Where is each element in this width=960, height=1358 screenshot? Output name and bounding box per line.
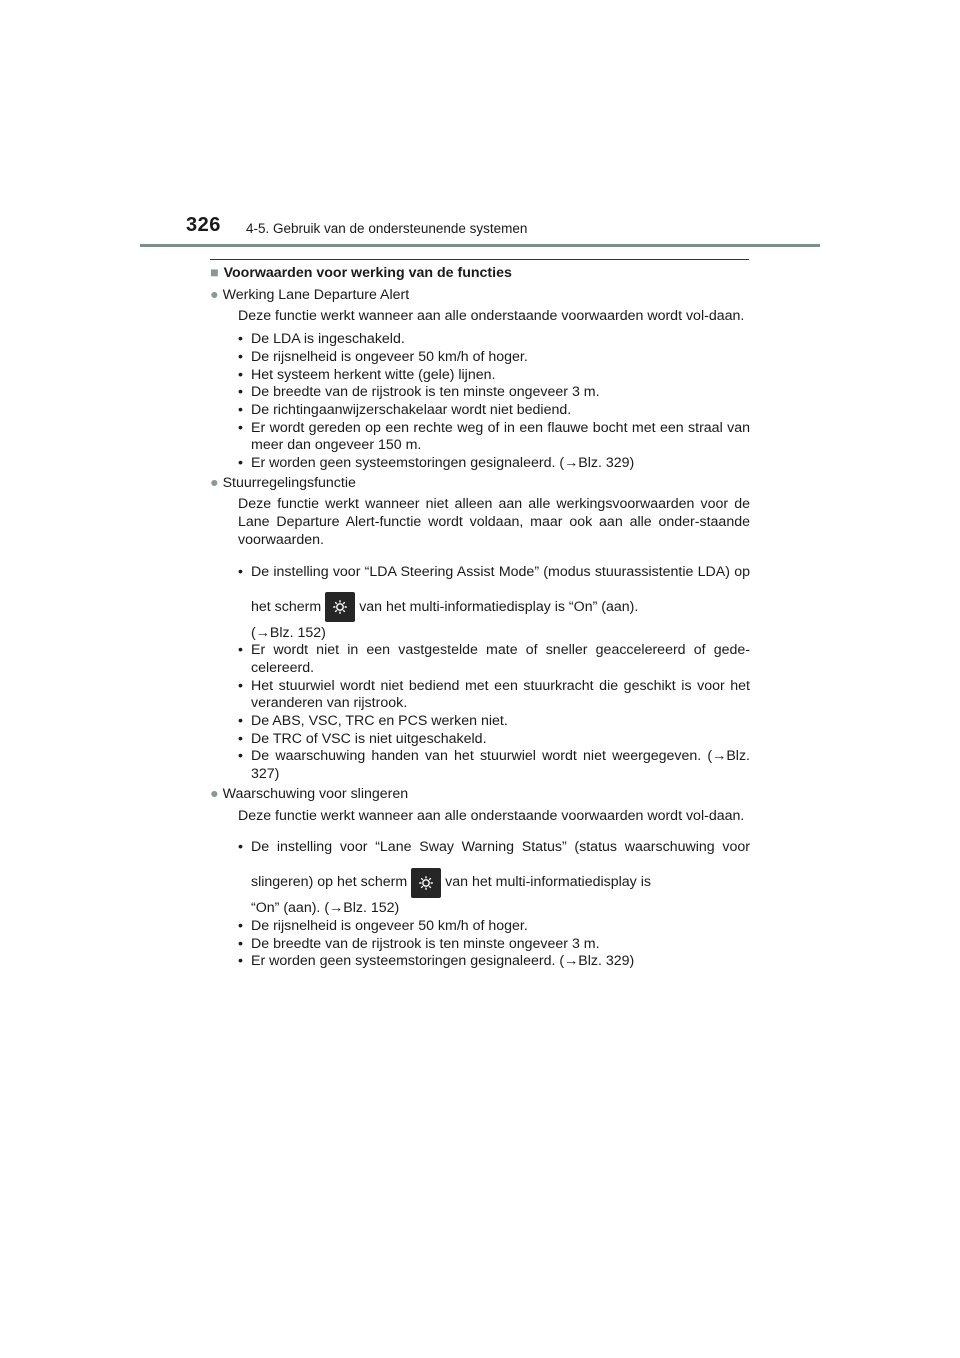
lda-intro: Deze functie werkt wanneer aan alle onderstaande voorwaarden wordt vol-daan. (238, 308, 745, 325)
sway-intro: Deze functie werkt wanneer aan alle onderstaande voorwaarden wordt vol-daan. (238, 807, 745, 824)
lda-title (210, 287, 750, 305)
sway-setting-ref: “On” (aan). (→Blz. 152) (251, 900, 400, 917)
chapter-title: 4-5. Gebruik van de ondersteunende systemen (246, 221, 528, 236)
list-item: • De TRC of VSC is niet uitgeschakeld. (238, 731, 750, 749)
round-bullet-icon: ● (210, 474, 219, 491)
list-item (238, 555, 750, 643)
round-bullet-icon: ● (210, 286, 219, 303)
list-item: • Er wordt niet in een vastgestelde mate of sneller geaccelereerd of gede-celereerd. (238, 642, 750, 677)
list-item: • De waarschuwing handen van het stuurwiel wordt niet weergegeven. (→Blz. 327) (238, 748, 750, 783)
steering-setting-after: van het multi-informatiedisplay is “On” (aan). (359, 598, 639, 615)
sway-list (210, 830, 750, 971)
page-number: 326 (186, 214, 221, 236)
list-item (238, 830, 750, 918)
list-item: • De breedte van de rijstrook is ten minste ongeveer 3 m. (238, 936, 750, 954)
round-bullet-icon: ● (210, 785, 219, 802)
list-item: • De rijsnelheid is ongeveer 50 km/h of hoger. (238, 349, 750, 367)
steering-list (210, 555, 750, 784)
sway-title (210, 786, 750, 804)
gear-icon (418, 875, 434, 891)
steering-title-text: Stuurregelingsfunctie (222, 474, 356, 491)
lda-title-text: Werking Lane Departure Alert (222, 286, 410, 303)
section-rule (210, 259, 749, 260)
settings-screen-icon (411, 868, 441, 898)
list-item: • De breedte van de rijstrook is ten minste ongeveer 3 m. (238, 384, 750, 402)
list-item: • Er worden geen systeemstoringen gesignaleerd. (→Blz. 329) (238, 953, 750, 971)
sway-title-text: Waarschuwing voor slingeren (222, 785, 409, 802)
header-rule (140, 244, 820, 247)
list-item: • De richtingaanwijzerschakelaar wordt niet bediend. (238, 402, 750, 420)
square-bullet-icon: ■ (210, 265, 219, 281)
steering-title (210, 475, 750, 493)
section-heading (210, 265, 750, 283)
settings-screen-icon (325, 592, 355, 622)
list-item: • De ABS, VSC, TRC en PCS werken niet. (238, 713, 750, 731)
list-item: • Het systeem herkent witte (gele) lijnen. (238, 367, 750, 385)
list-item: • De rijsnelheid is ongeveer 50 km/h of hoger. (238, 918, 750, 936)
steering-intro: Deze functie werkt wanneer niet alleen aan alle werkingsvoorwaarden voor de Lane Departure Alert-functie wordt voldaan, maar ook aan alle onder-staande voorwaarden. (238, 496, 750, 548)
sway-setting-before: De instelling voor “Lane Sway Warning Status” (status waarschuwing voor slingeren) op het scherm (251, 839, 750, 891)
section-heading-text: Voorwaarden voor werking van de functies (223, 265, 512, 281)
list-item: • De LDA is ingeschakeld. (238, 331, 750, 349)
content (210, 265, 750, 973)
sway-setting-after: van het multi-informatiedisplay is (445, 874, 651, 891)
steering-setting-before: De instelling voor “LDA Steering Assist Mode” (modus stuurassistentie LDA) op het scherm (251, 563, 750, 615)
gear-icon (332, 599, 348, 615)
list-item: • Er worden geen systeemstoringen gesignaleerd. (→Blz. 329) (238, 455, 750, 473)
list-item: • Het stuurwiel wordt niet bediend met een stuurkracht die geschikt is voor het veranderen van rijstrook. (238, 678, 750, 713)
steering-setting-ref: (→Blz. 152) (251, 624, 326, 641)
list-item: • Er wordt gereden op een rechte weg of in een flauwe bocht met een straal van meer dan ongeveer 150 m. (238, 420, 750, 455)
lda-list (210, 331, 750, 473)
